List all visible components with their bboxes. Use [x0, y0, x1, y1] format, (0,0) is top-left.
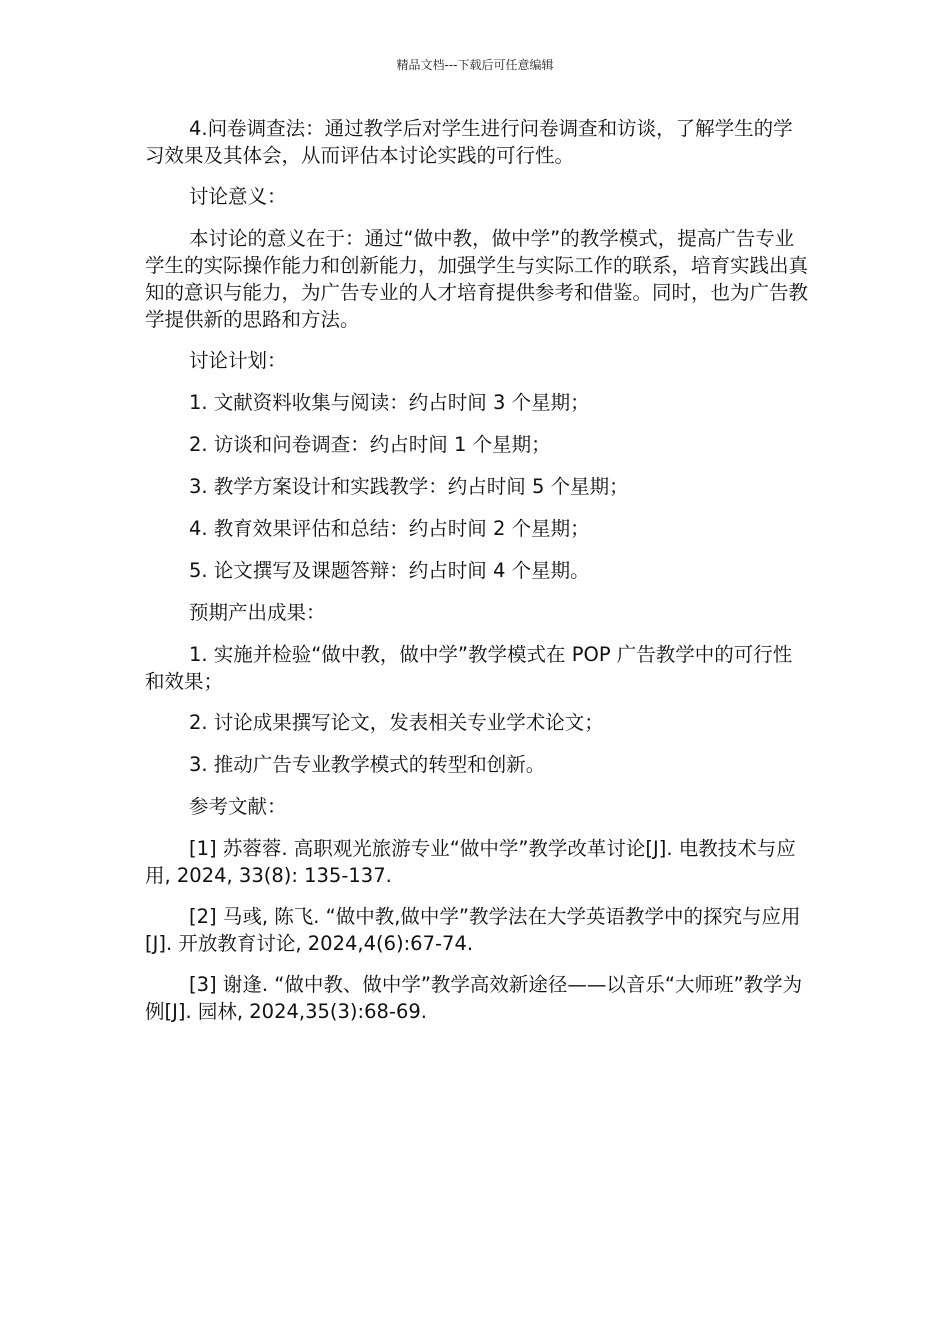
heading-plan: 讨论计划：: [189, 349, 287, 372]
heading-references: 参考文献：: [189, 795, 287, 818]
page-header: 精品文档---下载后可任意编辑: [396, 58, 554, 72]
list-item-plan-1: 1. 文献资料收集与阅读：约占时间 3 个星期；: [189, 391, 590, 414]
heading-significance: 讨论意义：: [189, 185, 287, 208]
list-item-outcome-1: 1. 实施并检验“做中教，做中学”教学模式在 POP 广告教学中的可行性和效果；: [145, 643, 793, 693]
reference-2: [2] 马彧, 陈飞. “做中教,做中学”教学法在大学英语教学中的探究与应用[J]. 开放教育讨论, 2024,4(6):67-74.: [145, 905, 801, 955]
list-item-plan-2: 2. 访谈和问卷调查：约占时间 1 个星期；: [189, 433, 551, 456]
paragraph-survey-method: 4.问卷调查法：通过教学后对学生进行问卷调查和访谈，了解学生的学习效果及其体会，从而评估本讨论实践的可行性。: [145, 117, 793, 167]
list-item-plan-5: 5. 论文撰写及课题答辩：约占时间 4 个星期。: [189, 559, 590, 582]
reference-3: [3] 谢逢. “做中教、做中学”教学高效新途径——以音乐“大师班”教学为例[J]. 园林, 2024,35(3):68-69.: [145, 973, 803, 1023]
document-body: [145, 115, 810, 1039]
heading-outcomes: 预期产出成果：: [189, 601, 326, 624]
paragraph-significance: 本讨论的意义在于：通过“做中教，做中学”的教学模式，提高广告专业学生的实际操作能力和创新能力，加强学生与实际工作的联系，培育实践出真知的意识与能力，为广告专业的人才培育提供参考和借鉴。同时，也为广告教学提供新的思路和方法。: [145, 227, 809, 331]
list-item-plan-4: 4. 教育效果评估和总结：约占时间 2 个星期；: [189, 517, 590, 540]
list-item-outcome-2: 2. 讨论成果撰写论文，发表相关专业学术论文；: [189, 711, 604, 734]
reference-1: [1] 苏蓉蓉. 高职观光旅游专业“做中学”教学改革讨论[J]. 电教技术与应用, 2024, 33(8): 135-137.: [145, 837, 796, 887]
list-item-plan-3: 3. 教学方案设计和实践教学：约占时间 5 个星期；: [189, 475, 629, 498]
list-item-outcome-3: 3. 推动广告专业教学模式的转型和创新。: [189, 753, 546, 776]
